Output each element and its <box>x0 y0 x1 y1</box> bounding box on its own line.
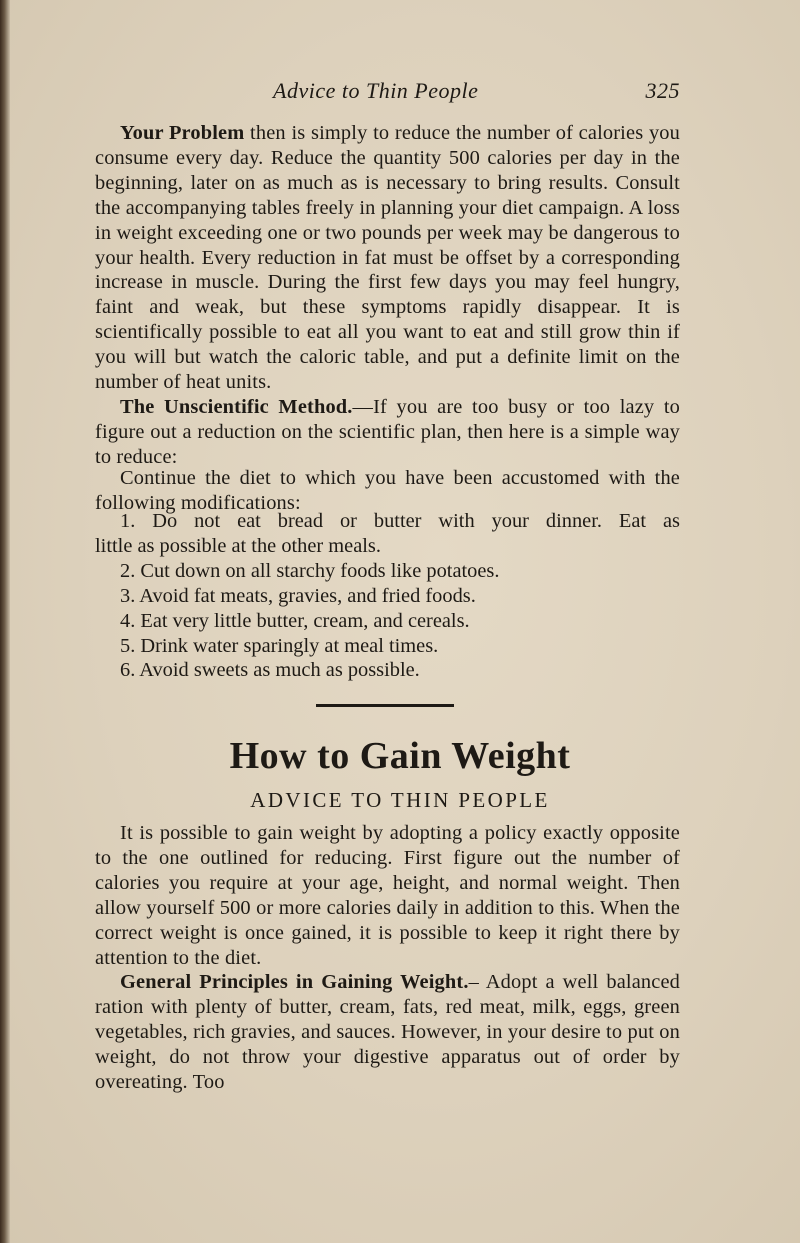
page-header <box>95 78 680 112</box>
your-problem-heading: Your Problem <box>120 122 245 144</box>
book-spine-shadow <box>0 0 10 1243</box>
page-number: 325 <box>645 78 680 103</box>
gain-weight-paragraph <box>95 821 680 970</box>
running-title: Advice to Thin People <box>273 78 479 103</box>
section-divider <box>316 704 454 707</box>
your-problem-text: then is simply to reduce the number of calories you consume every day. Reduce the quantity 500 calories per day in the beginning, later on as much as is necessary to bring results. Consult the accompanying tables freely in planning your diet campaign. A loss in weight exceeding one or two pounds per week may be dangerous to your health. Every reduction in fat must be offset by a corresponding increase in muscle. During the first few days you may feel hungry, faint and weak, but these symptoms rapidly disappear. It is scientifically possible to eat all you want to eat and still grow thin if you will but watch the caloric table, and put a definite limit on the number of heat units. <box>95 122 680 394</box>
your-problem-paragraph <box>95 121 680 395</box>
list-item-1: 1. Do not eat bread or butter with your dinner. Eat as <box>120 510 680 532</box>
unscientific-method-heading: The Unscientific Method. <box>120 396 353 418</box>
gain-weight-text: It is possible to gain weight by adopting a policy exactly opposite to the one outlined for reducing. First figure out the number of calories you require at your age, height, and normal weight. Then allow yourself 500 or more calories daily in addition to this. When the correct weight is once gained, it is possible to keep it right there by attention to the diet. <box>95 822 680 969</box>
section-title: How to Gain Weight <box>229 735 571 777</box>
list-item-5: 5. Drink water sparingly at meal times. <box>120 634 439 657</box>
list-item-6: 6. Avoid sweets as much as possible. <box>120 659 420 682</box>
list-item-3: 3. Avoid fat meats, gravies, and fried foods. <box>120 584 476 607</box>
section-subtitle: ADVICE TO THIN PEOPLE <box>250 788 550 812</box>
modifications-list <box>95 509 680 683</box>
modifications-intro-text: Continue the diet to which you have been accustomed with the following modifications: <box>95 467 680 514</box>
general-principles-text: – Adopt a well balanced ration with plenty of butter, cream, fats, red meat, milk, eggs, green vegetables, rich gravies, and sauces. However, in your desire to put on weight, do not throw your digestive apparatus out of order by overeating. Too <box>95 971 680 1093</box>
list-item-1-continuation: little as possible at the other meals. <box>95 534 381 557</box>
general-principles-paragraph <box>95 970 680 1095</box>
list-item-4: 4. Eat very little butter, cream, and cereals. <box>120 609 470 632</box>
unscientific-method-text: —If you are too busy or too lazy to figure out a reduction on the scientific plan, then here is a simple way to reduce: <box>95 396 680 468</box>
list-item-2: 2. Cut down on all starchy foods like potatoes. <box>120 559 500 582</box>
unscientific-method-paragraph <box>95 395 680 470</box>
general-principles-heading: General Principles in Gaining Weight. <box>120 971 469 993</box>
